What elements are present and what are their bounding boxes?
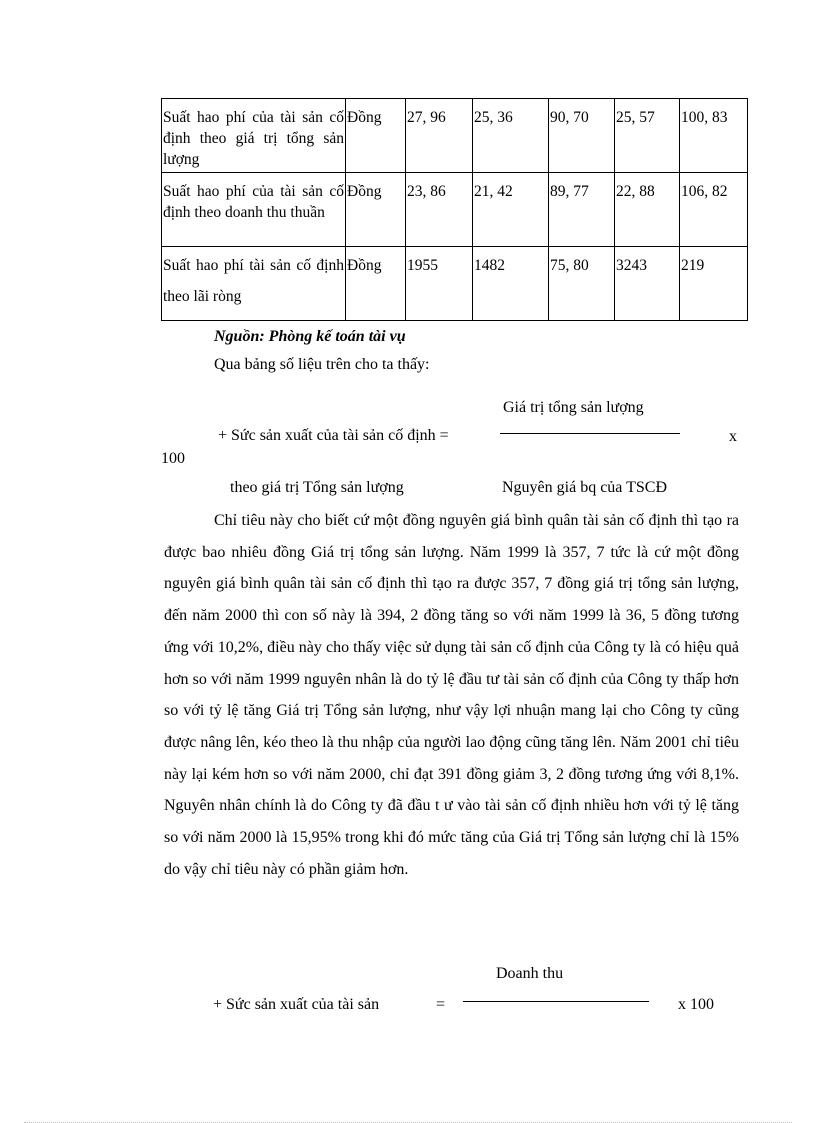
formula2-times: x 100 [678,996,714,1013]
formula2-fraction-bar [463,1001,649,1002]
table-cell-indicator: Suất hao phí của tài sản cố định theo giá trị tổng sản lượng [162,99,346,173]
table-cell-value: 100, 83 [680,99,748,173]
formula1-fraction-bar [500,433,680,434]
table-row [162,247,748,321]
table-cell-value: 22, 88 [615,173,680,247]
indicator-table [161,98,748,321]
formula1-numerator: Giá trị tổng sản lượng [503,399,644,416]
table-cell-value: 1955 [406,247,473,321]
formula2-equals: = [436,996,446,1013]
table-cell-value: 21, 42 [473,173,549,247]
table-cell-value: 27, 96 [406,99,473,173]
table-cell-value: 106, 82 [680,173,748,247]
table-cell-value: 89, 77 [549,173,615,247]
formula1-lhs-sub: theo giá trị Tổng sản lượng [230,479,404,496]
table-cell-indicator: Suất hao phí tài sản cố định theo lãi ròng [162,247,346,321]
table-cell-unit: Đồng [346,247,406,321]
table-cell-value: 25, 57 [615,99,680,173]
formula2-numerator: Doanh thu [496,965,564,982]
table-cell-indicator: Suất hao phí của tài sản cố định theo doanh thu thuần [162,173,346,247]
table-cell-value: 219 [680,247,748,321]
body-paragraph: Chỉ tiêu này cho biết cứ một đồng nguyên giá bình quân tài sản cố định thì tạo ra được bao nhiêu đồng Giá trị tổng sản lượng. Năm 1999 là 357, 7 tức là cứ một đồng nguyên giá bình quân tài sản cố định thì tạo ra được 357, 7 đồng giá trị tổng sản lượng, đến năm 2000 thì con số này là 394, 2 đồng tăng so với năm 1999 là 36, 5 đồng tương ứng với 10,2%, điều này cho thấy việc sử dụng tài sản cố định của Công ty là có hiệu quả hơn so với năm 1999 nguyên nhân là do tỷ lệ đầu tư tài sản cố định của Công ty thấp hơn so với tỷ lệ tăng Giá trị Tổng sản lượng, như vậy lợi nhuận mang lại cho Công ty cũng được nâng lên, kéo theo là thu nhập của người lao động cũng tăng lên. Năm 2001 chỉ tiêu này lại kém hơn so với năm 2000, chỉ đạt 391 đồng giảm 3, 2 đồng tương ứng với 8,1%. Nguyên nhân chính là do Công ty đã đầu t ư vào tài sản cố định nhiều hơn với tỷ lệ tăng so với năm 2000 là 15,95% trong khi đó mức tăng của Giá trị Tổng sản lượng chỉ là 15% do vậy chỉ tiêu này có phần giảm hơn. [164,512,739,878]
formula1-hundred: 100 [161,450,185,467]
table-cell-value: 75, 80 [549,247,615,321]
formula1-lhs: + Sức sản xuất của tài sản cố định = [218,427,449,444]
table-cell-value: 90, 70 [549,99,615,173]
table-cell-value: 25, 36 [473,99,549,173]
formula1-denominator: Nguyên giá bq của TSCĐ [502,479,668,496]
table-cell-unit: Đồng [346,99,406,173]
intro-sentence: Qua bảng số liệu trên cho ta thấy: [214,356,430,373]
source-note: Nguồn: Phòng kế toán tài vụ [214,328,406,345]
formula2-lhs: + Sức sản xuất của tài sản [213,996,380,1013]
table-cell-value: 23, 86 [406,173,473,247]
table-cell-value: 1482 [473,247,549,321]
table-cell-unit: Đồng [346,173,406,247]
table-row [162,99,748,173]
table-cell-value: 3243 [615,247,680,321]
table-row [162,173,748,247]
formula1-times: x [729,428,737,445]
